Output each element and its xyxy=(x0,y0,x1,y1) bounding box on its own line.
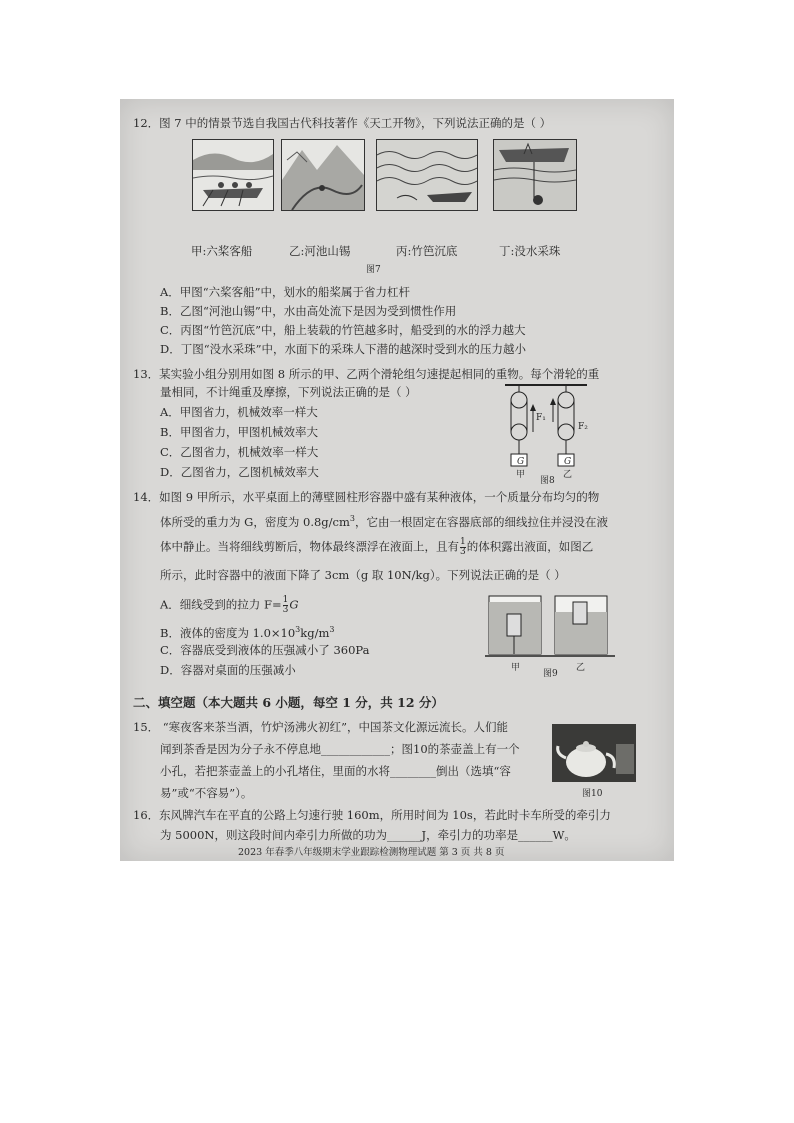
q13-option-b: B．甲图省力，甲图机械效率大 xyxy=(160,425,318,439)
fig9-label-yi: 乙 xyxy=(576,663,586,673)
fig7-label-jia: 甲:六桨客船 xyxy=(191,244,253,258)
q13-weight-right: G xyxy=(564,457,572,467)
figure-7-ding-diver xyxy=(493,139,577,211)
q14-line1: 14．如图 9 甲所示，水平桌面上的薄壁圆柱形容器中盛有某种液体，一个质量分布均匀的物 xyxy=(133,490,600,504)
figure-7-bing-waves xyxy=(376,139,478,211)
fig9-label-jia: 甲 xyxy=(511,663,521,673)
figure-7-jia-boat xyxy=(192,139,274,211)
section-2-heading: 二、填空题（本大题共 6 小题，每空 1 分，共 12 分） xyxy=(133,695,444,710)
fig7-caption: 图7 xyxy=(366,265,381,275)
q12-option-b: B．乙图“河池山锡”中，水由高处流下是因为受到惯性作用 xyxy=(160,304,457,318)
figure-9-containers xyxy=(485,592,615,660)
fig10-caption: 图10 xyxy=(582,789,603,799)
page-footer: 2023 年春季八年级期末学业跟踪检测物理试题 第 3 页 共 8 页 xyxy=(238,847,505,858)
figure-10-teapot xyxy=(552,724,636,782)
q13-force-f2: F₂ xyxy=(578,422,588,432)
q15-line4: 易”或“不容易”）。 xyxy=(160,786,253,800)
q12-option-c: C．丙图“竹笆沉底”中，船上装载的竹笆越多时，船受到的水的浮力越大 xyxy=(160,323,526,337)
q16-line2: 为 5000N，则这段时间内牵引力所做的功为______J，牵引力的功率是______W。 xyxy=(160,828,576,842)
q14-option-c: C．容器底受到液体的压强减小了 360Pa xyxy=(160,643,370,657)
q13-option-a: A．甲图省力，机械效率一样大 xyxy=(160,405,318,419)
q14-option-a: A．细线受到的拉力 F= $\frac{1}{3}$ G xyxy=(160,595,299,615)
q13-label-jia: 甲 xyxy=(516,470,526,480)
fig7-label-ding: 丁:没水采珠 xyxy=(499,244,561,258)
q15-line3: 小孔，若把茶壶盖上的小孔堵住，里面的水将________倒出（选填“容 xyxy=(160,764,511,778)
q15-line2: 闻到茶香是因为分子永不停息地____________；图10的茶壶盖上有一个 xyxy=(160,742,520,756)
fig8-caption: 图8 xyxy=(540,476,555,486)
q16-line1: 16．东风牌汽车在平直的公路上匀速行驶 160m，所用时间为 10s，若此时卡车所受的牵引力 xyxy=(133,808,611,822)
q13-weight-left: G xyxy=(517,457,525,467)
q14-line2: 体所受的重力为 G，密度为 $0.8g/cm^3$，它由一根固定在容器底部的细线拉住并浸没在液 xyxy=(160,514,608,529)
q13-force-f1: F₁ xyxy=(536,413,546,423)
q14-line3: 体中静止。当将细线剪断后，物体最终漂浮在液面上，且有 $\frac{1}{3}$ 的体积露出液面，如图乙 xyxy=(160,537,594,557)
q15-line1: 15． “寒夜客来茶当酒，竹炉汤沸火初红”，中国茶文化源远流长。人们能 xyxy=(133,720,509,734)
one-third-fraction-a: $\frac{1}{3}$ xyxy=(282,595,289,615)
q14-option-b: B．液体的密度为 $1.0\times 10^3kg/m^3$ xyxy=(160,625,335,640)
q12-stem: 12．图 7 中的情景节选自我国古代科技著作《天工开物》，下列说法正确的是（ ） xyxy=(133,116,552,130)
q13-label-yi: 乙 xyxy=(563,470,573,480)
q14-line4: 所示，此时容器中的液面下降了 3cm（g 取 10N/kg）。下列说法正确的是（ ） xyxy=(160,568,566,582)
fig7-label-yi: 乙:河池山锡 xyxy=(289,244,351,258)
one-third-fraction: $\frac{1}{3}$ xyxy=(460,537,466,557)
q13-option-c: C．乙图省力，机械效率一样大 xyxy=(160,445,319,459)
q14-option-d: D．容器对桌面的压强减小 xyxy=(160,663,296,677)
q12-option-d: D．丁图“没水采珠”中，水面下的采珠人下潜的越深时受到水的压力越小 xyxy=(160,342,526,356)
figure-7-yi-mountain xyxy=(281,139,365,211)
q13-option-d: D．乙图省力，乙图机械效率大 xyxy=(160,465,319,479)
fig7-label-bing: 丙:竹笆沉底 xyxy=(396,244,458,258)
fig9-caption: 图9 xyxy=(543,669,558,679)
q12-option-a: A．甲图“六桨客船”中，划水的船桨属于省力杠杆 xyxy=(160,285,411,299)
q13-stem-line2: 量相同，不计绳重及摩擦，下列说法正确的是（ ） xyxy=(160,385,417,399)
q13-stem-line1: 13．某实验小组分别用如图 8 所示的甲、乙两个滑轮组匀速提起相同的重物。每个滑轮的重 xyxy=(133,367,600,381)
